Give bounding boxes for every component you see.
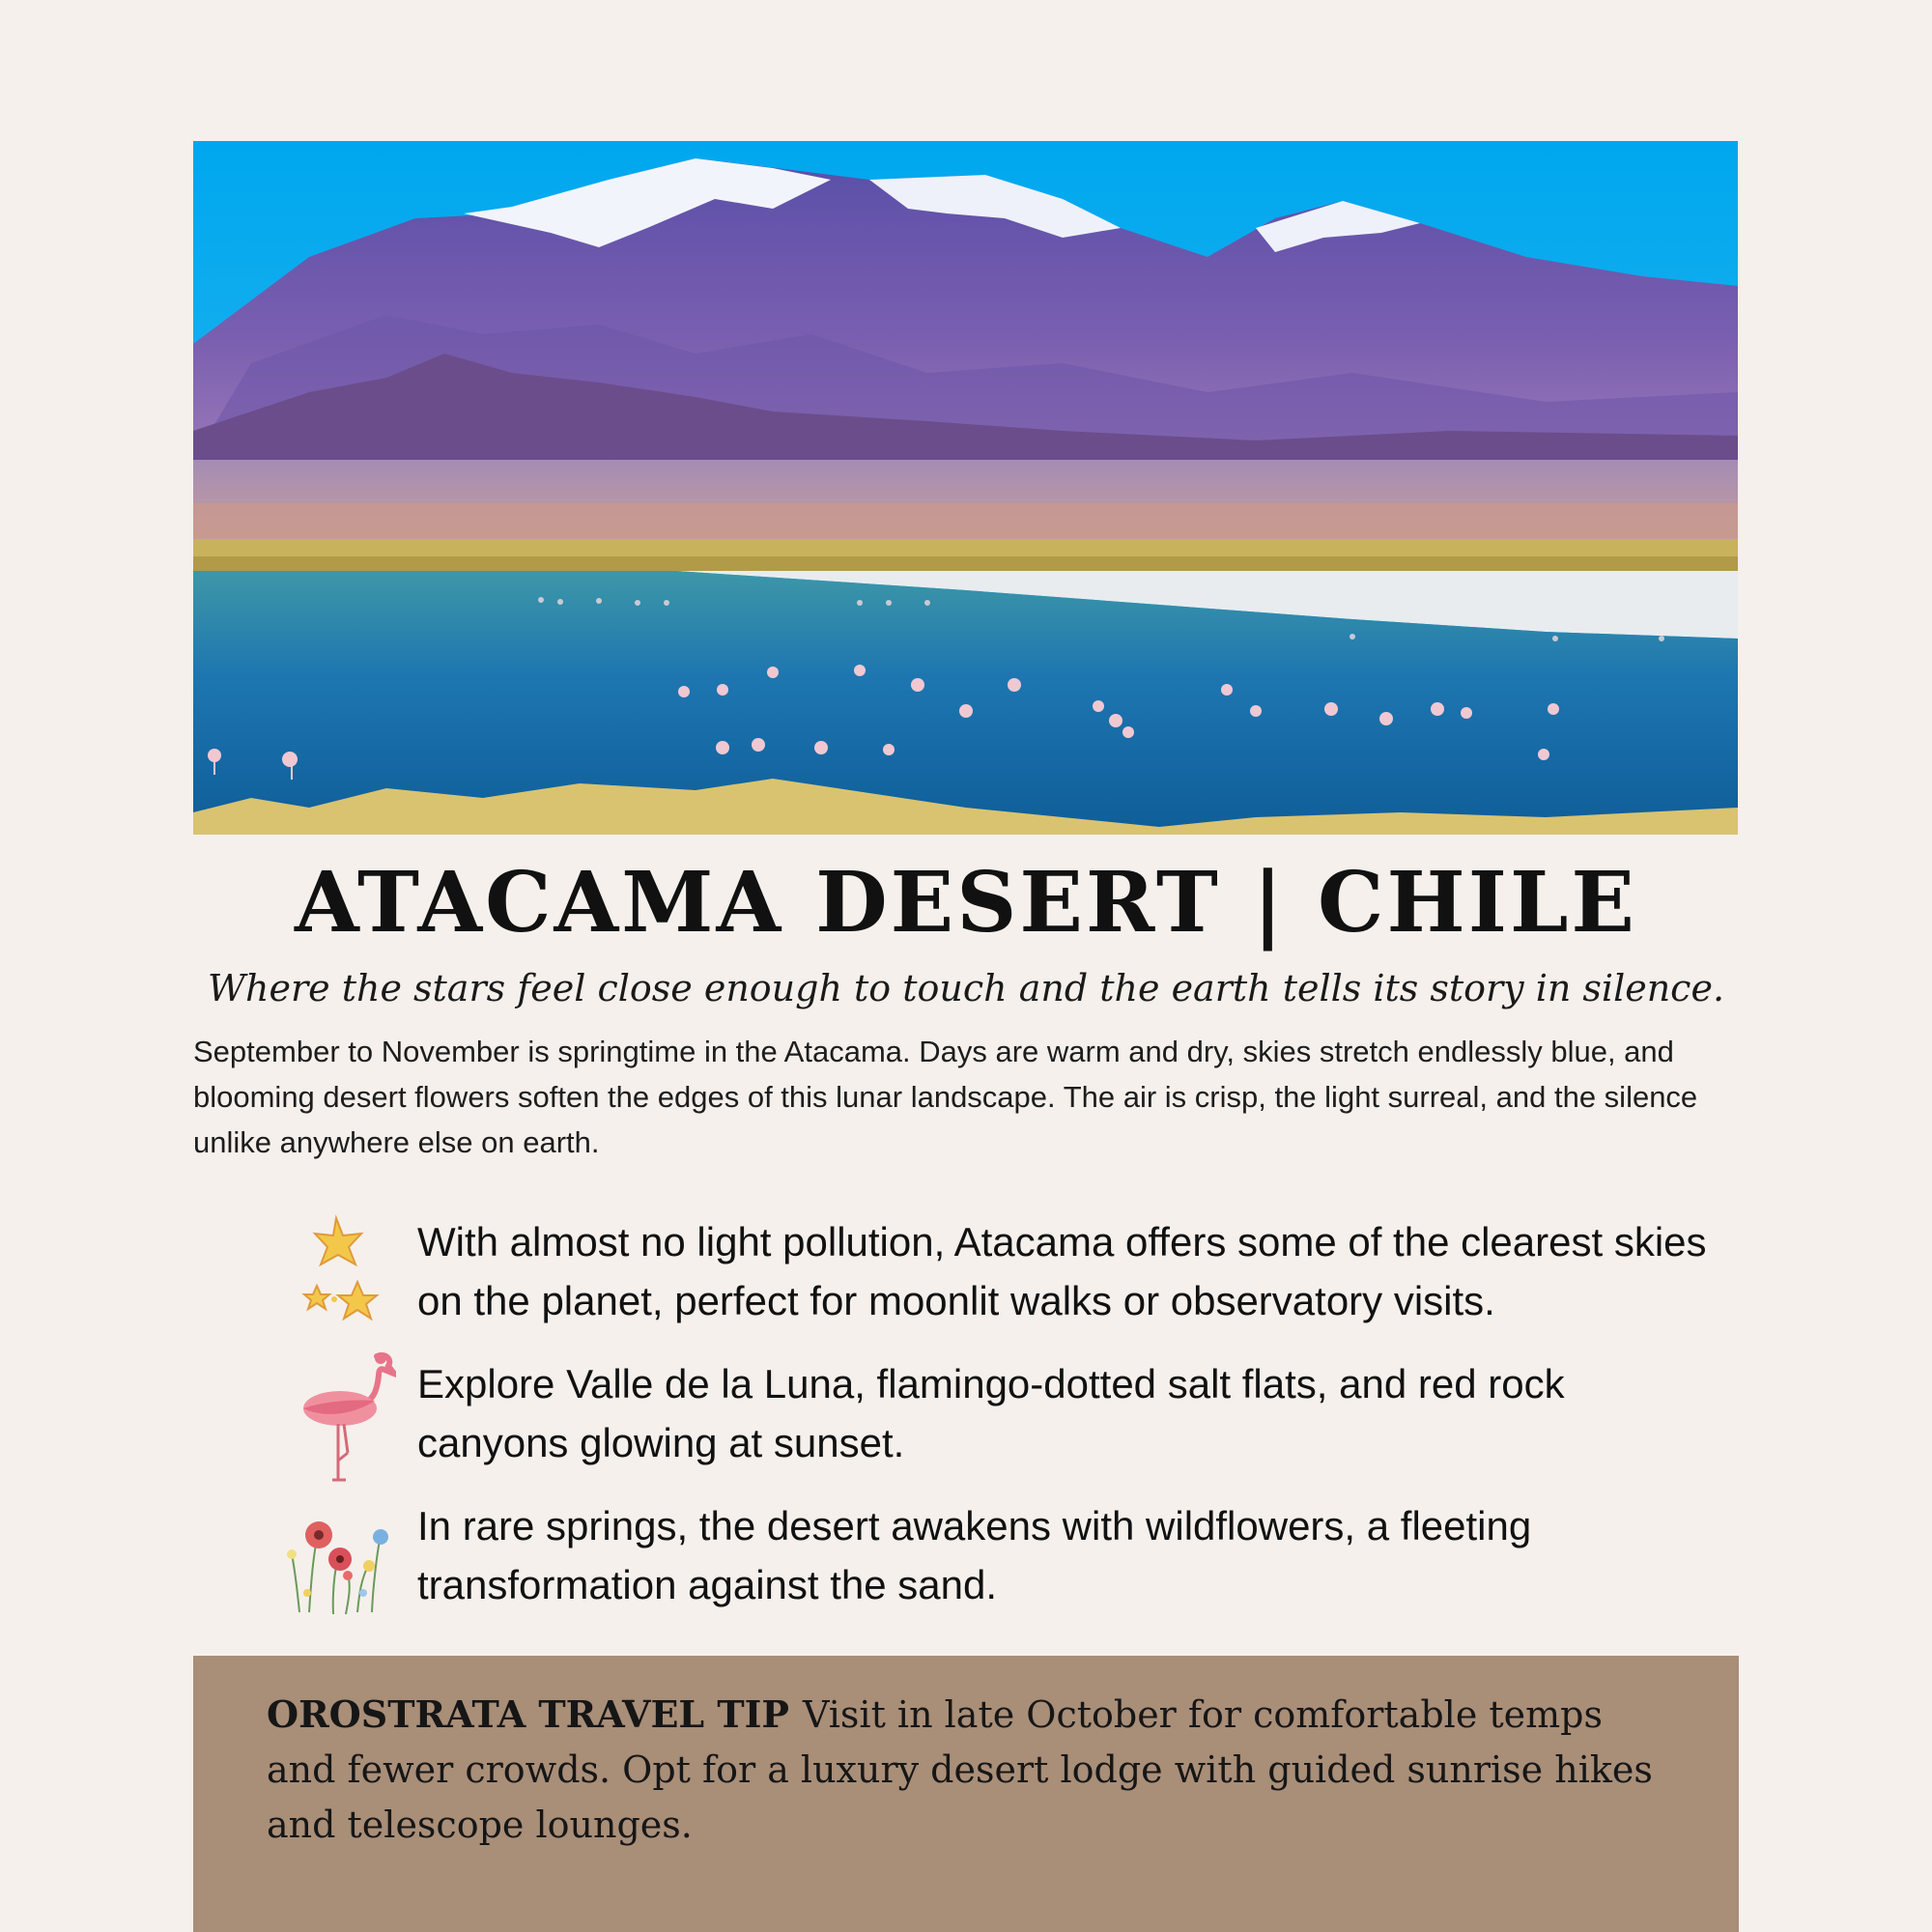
feature-item	[280, 1496, 1710, 1617]
page-title: ATACAMA DESERT | CHILE	[295, 854, 1637, 952]
tagline: Where the stars feel close enough to touch and the earth tells its story in silence.	[207, 967, 1725, 1009]
feature-list	[280, 1212, 1710, 1638]
wildflowers-icon	[280, 1496, 396, 1622]
travel-tip-body: Visit in late October for comfortable temps and fewer crowds. Opt for a luxury desert lodge with guided sunrise hikes and telescope lounges.	[267, 1693, 1653, 1846]
feature-item	[280, 1354, 1710, 1475]
feature-item	[280, 1212, 1710, 1333]
travel-tip-label: OROSTRATA TRAVEL TIP	[267, 1692, 789, 1736]
feature-text: Explore Valle de la Luna, flamingo-dotted salt flats, and red rock canyons glowing at sunset.	[417, 1361, 1565, 1465]
travel-tip-text	[267, 1687, 1658, 1853]
feature-text: In rare springs, the desert awakens with wildflowers, a fleeting transformation against the sand.	[417, 1503, 1532, 1607]
stars-icon	[280, 1212, 396, 1338]
feature-text: With almost no light pollution, Atacama offers some of the clearest skies on the planet, perfect for moonlit walks or observatory visits.	[417, 1219, 1707, 1323]
hero-landscape-image	[193, 141, 1738, 835]
intro-paragraph: September to November is springtime in the Atacama. Days are warm and dry, skies stretch endlessly blue, and blooming desert flowers soften the edges of this lunar landscape. The air is crisp, the light surreal, and the silence unlike anywhere else on earth.	[193, 1035, 1698, 1159]
flamingo-icon	[280, 1354, 396, 1480]
travel-tip-box	[193, 1656, 1739, 1932]
